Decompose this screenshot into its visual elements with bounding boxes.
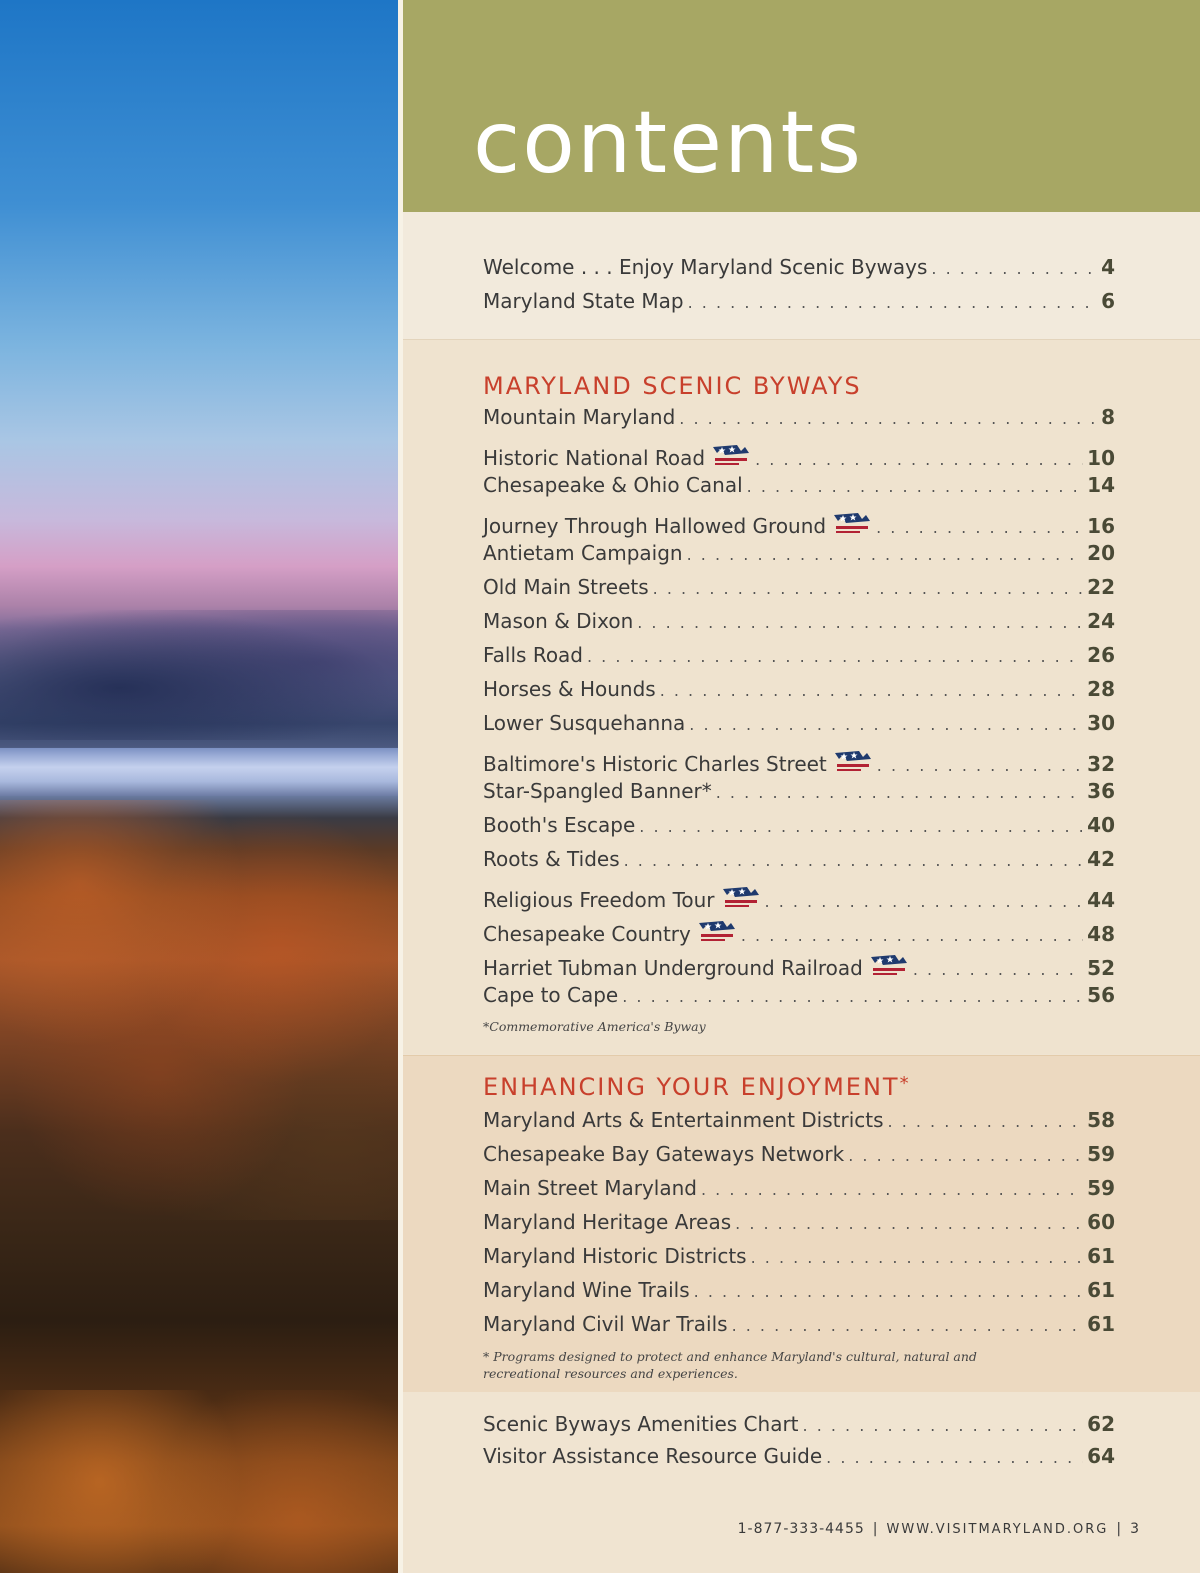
dot-leader bbox=[694, 1282, 1084, 1301]
toc-byway-entry[interactable] bbox=[483, 745, 1115, 779]
section-heading-enjoyment bbox=[483, 1073, 911, 1101]
dot-leader bbox=[622, 987, 1083, 1006]
toc-entry-title: Old Main Streets bbox=[483, 575, 649, 599]
dot-leader bbox=[747, 477, 1084, 496]
toc-entry-title: Horses & Hounds bbox=[483, 677, 656, 701]
toc-enjoyment-list bbox=[483, 1108, 1115, 1346]
photo-hills bbox=[0, 610, 398, 740]
footer-separator: | bbox=[1116, 1521, 1123, 1537]
toc-page-number: 48 bbox=[1087, 922, 1115, 946]
toc-page-number: 20 bbox=[1087, 541, 1115, 565]
footer-phone: 1-877-333-4455 bbox=[737, 1521, 865, 1537]
toc-entry-title: Maryland Heritage Areas bbox=[483, 1210, 732, 1234]
toc-intro-entry[interactable] bbox=[483, 289, 1115, 323]
toc-page-number: 24 bbox=[1087, 609, 1115, 633]
toc-entry-title: Falls Road bbox=[483, 643, 583, 667]
toc-page-number: 58 bbox=[1087, 1108, 1115, 1132]
toc-entry-title: Religious Freedom Tour bbox=[483, 888, 715, 912]
toc-entry-title: Scenic Byways Amenities Chart bbox=[483, 1412, 799, 1436]
toc-byway-entry[interactable] bbox=[483, 507, 1115, 541]
photo-foliage-bottom bbox=[0, 1390, 398, 1573]
toc-byway-entry[interactable] bbox=[483, 915, 1115, 949]
dot-leader bbox=[639, 817, 1083, 836]
toc-byways-list bbox=[483, 405, 1115, 1017]
toc-entry-title: Historic National Road bbox=[483, 446, 706, 470]
dot-leader bbox=[732, 1316, 1084, 1335]
toc-page-number: 32 bbox=[1087, 752, 1115, 776]
dot-leader bbox=[660, 681, 1083, 700]
toc-resources-list bbox=[483, 1412, 1115, 1476]
dot-leader bbox=[931, 259, 1097, 278]
americas-byways-badge-icon bbox=[697, 919, 737, 945]
toc-resource-entry[interactable] bbox=[483, 1444, 1115, 1476]
toc-enjoyment-entry[interactable] bbox=[483, 1108, 1115, 1142]
toc-page-number: 59 bbox=[1087, 1142, 1115, 1166]
dot-leader bbox=[876, 518, 1083, 537]
toc-page-number: 4 bbox=[1101, 255, 1115, 279]
dot-leader bbox=[888, 1112, 1084, 1131]
dot-leader bbox=[679, 409, 1097, 428]
toc-page-number: 52 bbox=[1087, 956, 1115, 980]
footer-url[interactable]: WWW.VISITMARYLAND.ORG bbox=[886, 1522, 1109, 1537]
toc-byway-entry[interactable] bbox=[483, 949, 1115, 983]
dot-leader bbox=[913, 960, 1083, 979]
photo-lake bbox=[0, 748, 398, 796]
toc-entry-title: Harriet Tubman Underground Railroad bbox=[483, 956, 863, 980]
toc-byway-entry[interactable] bbox=[483, 711, 1115, 745]
toc-entry-title: Maryland Wine Trails bbox=[483, 1278, 690, 1302]
toc-page-number: 16 bbox=[1087, 514, 1115, 538]
dot-leader bbox=[688, 293, 1097, 312]
photo-foliage bbox=[0, 800, 398, 1220]
americas-byways-badge-icon bbox=[869, 953, 909, 979]
toc-entry-title: Baltimore's Historic Charles Street bbox=[483, 752, 827, 776]
toc-entry-title: Chesapeake Country bbox=[483, 922, 691, 946]
toc-page-number: 61 bbox=[1087, 1278, 1115, 1302]
toc-page-number: 61 bbox=[1087, 1244, 1115, 1268]
toc-page-number: 64 bbox=[1087, 1444, 1115, 1468]
byways-footnote: *Commemorative America's Byway bbox=[483, 1019, 706, 1034]
toc-entry-title: Mountain Maryland bbox=[483, 405, 676, 429]
americas-byways-badge-icon bbox=[833, 749, 873, 775]
dot-leader bbox=[624, 851, 1084, 870]
toc-byway-entry[interactable] bbox=[483, 541, 1115, 575]
toc-enjoyment-entry[interactable] bbox=[483, 1244, 1115, 1278]
dot-leader bbox=[803, 1416, 1084, 1435]
dot-leader bbox=[687, 545, 1084, 564]
cover-photo-autumn-lake bbox=[0, 0, 398, 1573]
toc-entry-title: Welcome . . . Enjoy Maryland Scenic Byways bbox=[483, 255, 928, 279]
toc-page-number: 8 bbox=[1101, 405, 1115, 429]
toc-page-number: 10 bbox=[1087, 446, 1115, 470]
toc-resource-entry[interactable] bbox=[483, 1412, 1115, 1444]
toc-byway-entry[interactable] bbox=[483, 643, 1115, 677]
dot-leader bbox=[637, 613, 1083, 632]
toc-byway-entry[interactable] bbox=[483, 405, 1115, 439]
toc-byway-entry[interactable] bbox=[483, 677, 1115, 711]
toc-entry-title: Lower Susquehanna bbox=[483, 711, 686, 735]
toc-byway-entry[interactable] bbox=[483, 983, 1115, 1017]
contents-panel bbox=[403, 0, 1200, 1573]
dot-leader bbox=[751, 1248, 1084, 1267]
toc-entry-title: Mason & Dixon bbox=[483, 609, 634, 633]
toc-entry-title: Roots & Tides bbox=[483, 847, 620, 871]
toc-entry-title: Chesapeake Bay Gateways Network bbox=[483, 1142, 845, 1166]
toc-page-number: 60 bbox=[1087, 1210, 1115, 1234]
toc-entry-title: Cape to Cape bbox=[483, 983, 619, 1007]
toc-page-number: 62 bbox=[1087, 1412, 1115, 1436]
dot-leader bbox=[826, 1448, 1083, 1467]
dot-leader bbox=[735, 1214, 1083, 1233]
toc-byway-entry[interactable] bbox=[483, 609, 1115, 643]
toc-enjoyment-entry[interactable] bbox=[483, 1278, 1115, 1312]
dot-leader bbox=[848, 1146, 1083, 1165]
toc-byway-entry[interactable] bbox=[483, 847, 1115, 881]
toc-page-number: 6 bbox=[1101, 289, 1115, 313]
section-heading-enjoyment-text: ENHANCING YOUR ENJOYMENT bbox=[483, 1073, 900, 1101]
toc-page-number: 44 bbox=[1087, 888, 1115, 912]
toc-page-number: 28 bbox=[1087, 677, 1115, 701]
toc-entry-title: Star-Spangled Banner* bbox=[483, 779, 712, 803]
toc-entry-title: Maryland Civil War Trails bbox=[483, 1312, 728, 1336]
toc-page-number: 40 bbox=[1087, 813, 1115, 837]
toc-entry-title: Visitor Assistance Resource Guide bbox=[483, 1444, 823, 1468]
toc-entry-title: Maryland State Map bbox=[483, 289, 684, 313]
toc-byway-entry[interactable] bbox=[483, 779, 1115, 813]
toc-page-number: 14 bbox=[1087, 473, 1115, 497]
enjoyment-footnote: * Programs designed to protect and enhance Maryland's cultural, natural and recreational resources and experiences. bbox=[483, 1349, 977, 1381]
toc-enjoyment-entry[interactable] bbox=[483, 1312, 1115, 1346]
toc-page-number: 61 bbox=[1087, 1312, 1115, 1336]
toc-page-number: 36 bbox=[1087, 779, 1115, 803]
footer-separator: | bbox=[872, 1521, 879, 1537]
dot-leader bbox=[653, 579, 1084, 598]
toc-enjoyment-entry[interactable] bbox=[483, 1142, 1115, 1176]
americas-byways-badge-icon bbox=[711, 443, 751, 469]
toc-entry-title: Antietam Campaign bbox=[483, 541, 683, 565]
toc-byway-entry[interactable] bbox=[483, 439, 1115, 473]
dot-leader bbox=[587, 647, 1083, 666]
toc-byway-entry[interactable] bbox=[483, 813, 1115, 847]
section-heading-scenic-byways: MARYLAND SCENIC BYWAYS bbox=[483, 372, 862, 400]
page-footer bbox=[738, 1521, 1140, 1537]
footer-page-number: 3 bbox=[1130, 1521, 1140, 1537]
toc-entry-title: Journey Through Hallowed Ground bbox=[483, 514, 827, 538]
dot-leader bbox=[716, 783, 1083, 802]
toc-page-number: 22 bbox=[1087, 575, 1115, 599]
section-heading-asterisk: * bbox=[899, 1073, 911, 1094]
toc-byway-entry[interactable] bbox=[483, 575, 1115, 609]
toc-page-number: 56 bbox=[1087, 983, 1115, 1007]
toc-page-number: 26 bbox=[1087, 643, 1115, 667]
toc-enjoyment-entry[interactable] bbox=[483, 1210, 1115, 1244]
toc-entry-title: Chesapeake & Ohio Canal bbox=[483, 473, 743, 497]
toc-page-number: 30 bbox=[1087, 711, 1115, 735]
dot-leader bbox=[755, 450, 1083, 469]
toc-page-number: 42 bbox=[1087, 847, 1115, 871]
toc-page-number: 59 bbox=[1087, 1176, 1115, 1200]
toc-enjoyment-entry[interactable] bbox=[483, 1176, 1115, 1210]
dot-leader bbox=[765, 892, 1084, 911]
toc-intro-list bbox=[483, 255, 1115, 323]
toc-byway-entry[interactable] bbox=[483, 473, 1115, 507]
dot-leader bbox=[701, 1180, 1083, 1199]
toc-entry-title: Maryland Historic Districts bbox=[483, 1244, 747, 1268]
dot-leader bbox=[741, 926, 1083, 945]
dot-leader bbox=[877, 756, 1083, 775]
americas-byways-badge-icon bbox=[721, 885, 761, 911]
toc-entry-title: Booth's Escape bbox=[483, 813, 636, 837]
americas-byways-badge-icon bbox=[832, 511, 872, 537]
toc-entry-title: Main Street Maryland bbox=[483, 1176, 697, 1200]
toc-intro-entry[interactable] bbox=[483, 255, 1115, 289]
dot-leader bbox=[689, 715, 1083, 734]
page-title: contents bbox=[473, 93, 864, 193]
toc-entry-title: Maryland Arts & Entertainment Districts bbox=[483, 1108, 884, 1132]
header-band bbox=[403, 0, 1200, 212]
toc-byway-entry[interactable] bbox=[483, 881, 1115, 915]
